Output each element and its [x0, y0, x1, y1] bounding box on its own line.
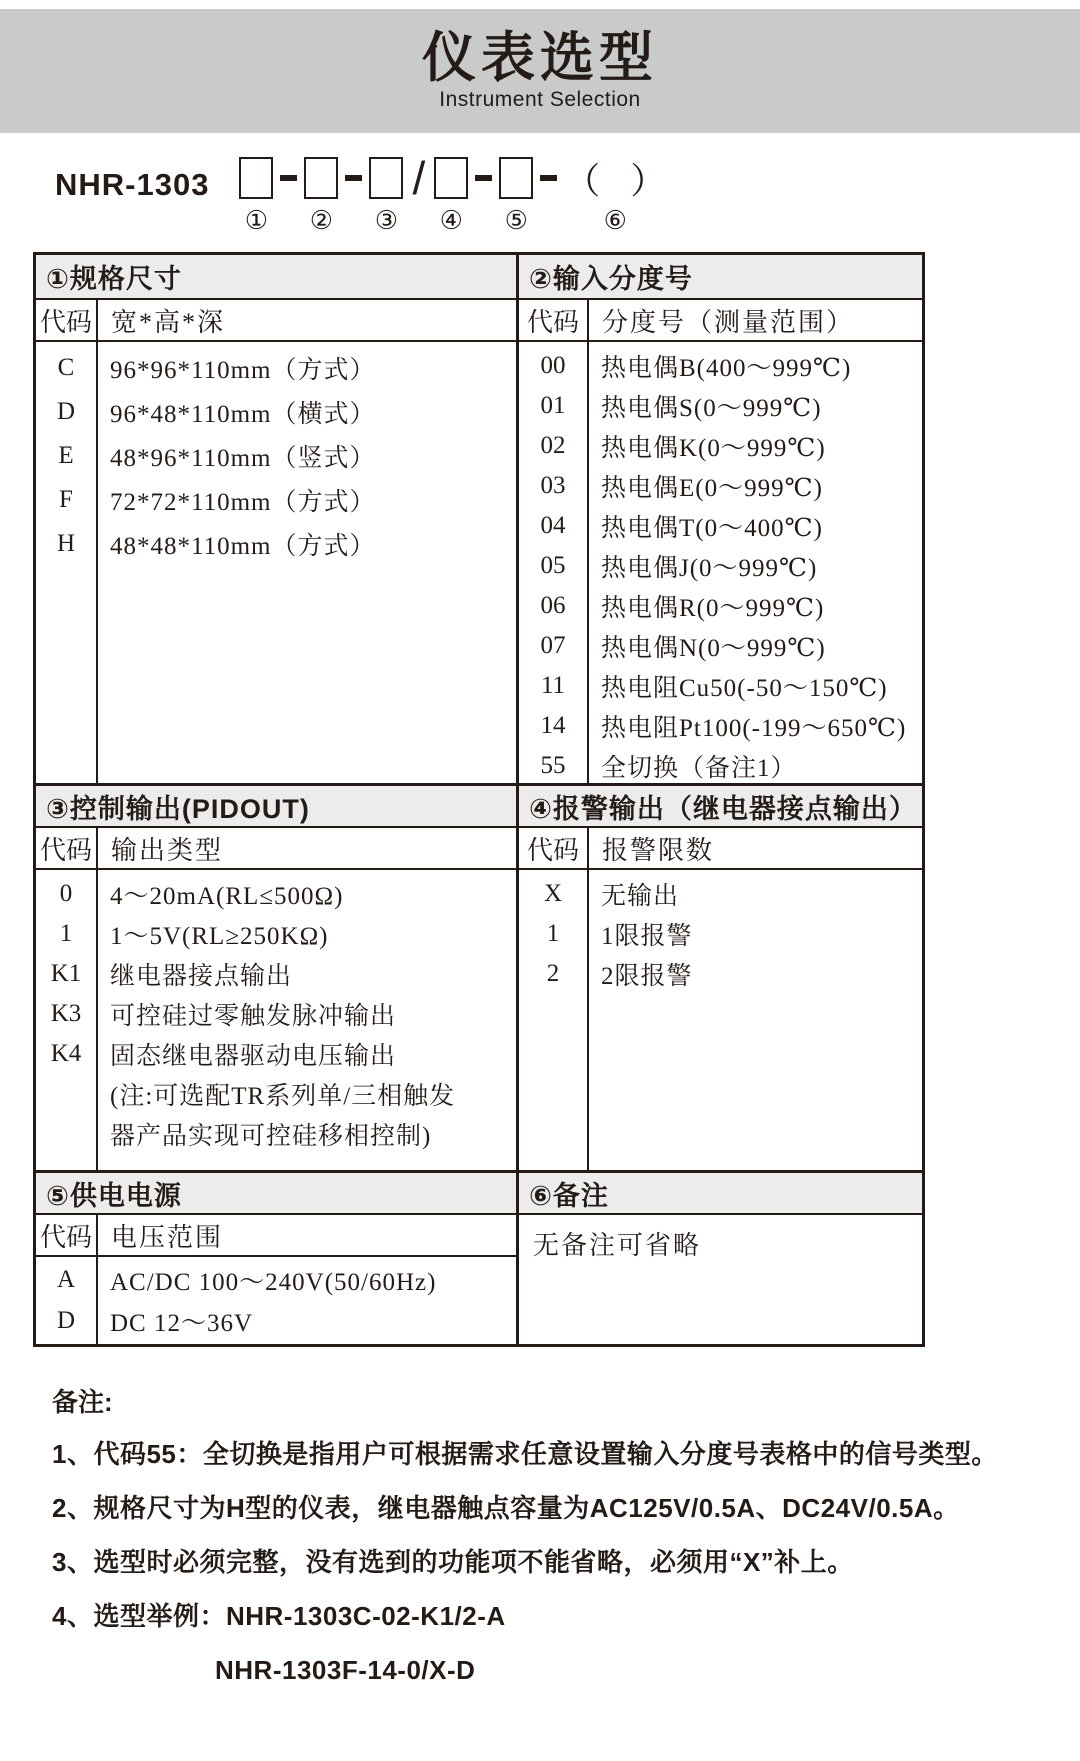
table-row — [36, 1259, 516, 1300]
table-row — [519, 626, 922, 666]
footnote-item: 4、选型举例：NHR-1303C-02-K1/2-A — [52, 1601, 506, 1631]
row-code: H — [56, 530, 76, 557]
input-rows — [516, 342, 922, 783]
row-code: 02 — [540, 432, 566, 459]
table-row — [36, 1300, 516, 1341]
page-banner — [0, 9, 1080, 133]
footnote-item: 2、规格尺寸为H型的仪表，继电器触点容量为AC125V/0.5A、DC24V/0.5A。 — [52, 1493, 960, 1523]
row-value: 热电偶S(0～999℃) — [601, 395, 822, 422]
row-code: A — [56, 1265, 76, 1293]
table-row — [519, 386, 922, 426]
row-code: 07 — [540, 632, 566, 659]
table-row — [519, 706, 922, 746]
row-value: 2限报警 — [601, 963, 693, 990]
row-value: 4～20mA(RL≤500Ω) — [110, 883, 344, 910]
slash-separator — [403, 152, 434, 204]
row-value: 72*72*110mm（方式） — [110, 489, 376, 516]
table-row — [36, 914, 516, 954]
table-row — [36, 1034, 516, 1074]
row-value: 热电偶E(0～999℃) — [601, 475, 823, 502]
row-value: 固态继电器驱动电压输出 — [110, 1043, 397, 1070]
table-row — [519, 914, 922, 954]
dash-icon — [280, 175, 297, 181]
row-code: 1 — [546, 920, 560, 947]
row-value: 全切换（备注1） — [601, 755, 797, 782]
row-value: 器产品实现可控硅移相控制) — [110, 1123, 432, 1150]
column-header-value: 电压范围 — [111, 1222, 224, 1252]
model-slot-2 — [304, 157, 338, 236]
model-code-diagram — [55, 152, 1080, 236]
row-value: 热电阻Cu50(-50～150℃) — [601, 675, 888, 702]
row-code: E — [58, 442, 74, 469]
table-row — [36, 994, 516, 1034]
code-box-5 — [499, 157, 533, 199]
model-slot-3 — [369, 157, 403, 236]
table-row — [519, 666, 922, 706]
dash-icon — [475, 175, 492, 181]
row-value: 继电器接点输出 — [110, 963, 293, 990]
model-prefix: NHR-1303 — [55, 167, 210, 202]
column-header-code: 代码 — [519, 300, 589, 340]
table-row — [36, 346, 516, 390]
table-row — [519, 506, 922, 546]
row-value: 1限报警 — [601, 923, 693, 950]
column-header-code: 代码 — [36, 1215, 98, 1255]
table-row — [36, 522, 516, 566]
column-header-value: 宽*高*深 — [111, 307, 226, 337]
code-box-3 — [369, 157, 403, 199]
code-box-4 — [434, 157, 468, 199]
row-code: 06 — [540, 592, 566, 619]
remark-note: 无备注可省略 — [516, 1215, 922, 1344]
subheader-spec — [36, 300, 516, 342]
column-header-code: 代码 — [36, 828, 98, 868]
footnote-item: NHR-1303F-14-0/X-D — [215, 1655, 476, 1685]
dash-separator — [338, 157, 369, 199]
row-code: X — [543, 880, 563, 907]
slash-icon: / — [412, 152, 426, 204]
slot-label-5: ⑤ — [504, 206, 528, 235]
section-header-spec: ①规格尺寸 — [36, 255, 516, 300]
model-slot-6 — [564, 157, 666, 236]
row-code: C — [57, 354, 75, 381]
model-slot-5 — [499, 157, 533, 236]
row-value: 无输出 — [601, 883, 680, 910]
table-row — [36, 434, 516, 478]
row-code: 2 — [546, 960, 560, 987]
row-code: D — [56, 398, 76, 425]
row-value: 96*48*110mm（横式） — [110, 401, 376, 428]
selection-table — [33, 252, 925, 1347]
slot-label-2: ② — [309, 206, 334, 235]
row-code: 1 — [59, 920, 73, 947]
row-code: 05 — [540, 552, 566, 579]
parentheses-slot — [564, 157, 666, 199]
section-header-control: ③控制输出(PIDOUT) — [36, 783, 516, 828]
table-row — [519, 954, 922, 994]
code-box-1 — [239, 157, 273, 199]
page-title: 仪表选型 — [422, 28, 658, 89]
table-row — [36, 954, 516, 994]
table-row — [519, 746, 922, 783]
footnotes-title: 备注: — [52, 1387, 113, 1417]
dash-separator — [273, 157, 304, 199]
footnotes — [52, 1377, 1080, 1697]
row-code: F — [59, 486, 73, 513]
section-header-alarm: ④报警输出（继电器接点输出） — [516, 783, 922, 828]
control-rows — [36, 870, 516, 1170]
row-value: 热电偶T(0～400℃) — [601, 515, 823, 542]
column-header-value: 分度号（测量范围） — [602, 307, 855, 337]
row-value: DC 12～36V — [110, 1309, 254, 1337]
subheader-input — [516, 300, 922, 342]
row-value: 热电偶B(400～999℃) — [601, 355, 852, 382]
column-header-value: 报警限数 — [602, 835, 715, 865]
row-value: 96*96*110mm（方式） — [110, 357, 376, 384]
subheader-control — [36, 828, 516, 870]
table-row — [519, 586, 922, 626]
row-value: 热电偶R(0～999℃) — [601, 595, 825, 622]
row-code: 14 — [540, 712, 566, 739]
code-box-2 — [304, 157, 338, 199]
row-value: 48*96*110mm（竖式） — [110, 445, 376, 472]
slot-label-1: ① — [244, 206, 269, 235]
paren-open: （ — [564, 159, 601, 201]
model-slot-4 — [434, 157, 468, 236]
row-code: K4 — [50, 1040, 82, 1067]
column-header-value: 输出类型 — [111, 835, 224, 865]
page-subtitle: Instrument Selection — [439, 87, 641, 111]
table-row — [36, 874, 516, 914]
footnote-item: 1、代码55：全切换是指用户可根据需求任意设置输入分度号表格中的信号类型。 — [52, 1439, 998, 1469]
model-units — [239, 152, 667, 236]
section-header-input: ②输入分度号 — [516, 255, 922, 300]
row-value: 可控硅过零触发脉冲输出 — [110, 1003, 397, 1030]
slot-label-3: ③ — [374, 206, 399, 235]
dash-separator — [533, 157, 564, 199]
row-value: 热电偶K(0～999℃) — [601, 435, 826, 462]
table-row — [519, 874, 922, 914]
row-code: K1 — [50, 960, 82, 987]
subheader-alarm — [516, 828, 922, 870]
row-value: AC/DC 100～240V(50/60Hz) — [110, 1268, 437, 1296]
table-row — [36, 390, 516, 434]
row-code: 11 — [540, 672, 566, 699]
dash-separator — [468, 157, 499, 199]
row-value: 热电偶J(0～999℃) — [601, 555, 818, 582]
slot-label-4: ④ — [439, 206, 463, 235]
table-row — [36, 1114, 516, 1154]
model-slot-1 — [239, 157, 273, 236]
spec-rows — [36, 342, 516, 783]
row-code: 03 — [540, 472, 566, 499]
section-header-power: ⑤供电电源 — [36, 1170, 516, 1215]
alarm-rows — [516, 870, 922, 1170]
row-code: 04 — [540, 512, 566, 539]
row-value: 1～5V(RL≥250KΩ) — [110, 923, 329, 950]
table-row — [519, 426, 922, 466]
column-header-code: 代码 — [519, 828, 589, 868]
row-code: 00 — [540, 352, 566, 379]
row-code: 0 — [59, 880, 73, 907]
row-code: D — [56, 1306, 76, 1334]
dash-icon — [540, 175, 557, 181]
table-row — [519, 546, 922, 586]
table-row — [519, 346, 922, 386]
power-rows — [36, 1257, 516, 1344]
row-code: K3 — [50, 1000, 82, 1027]
row-value: 热电偶N(0～999℃) — [601, 635, 826, 662]
dash-icon — [345, 175, 362, 181]
table-row — [519, 466, 922, 506]
table-row — [36, 1074, 516, 1114]
row-value: 48*48*110mm（方式） — [110, 533, 376, 560]
section-header-remark: ⑥备注 — [516, 1170, 922, 1215]
footnote-list — [52, 1427, 1080, 1697]
row-value: (注:可选配TR系列单/三相触发 — [110, 1083, 456, 1110]
paren-close: ） — [630, 159, 667, 201]
row-value: 热电阻Pt100(-199～650℃) — [601, 715, 907, 742]
column-header-code: 代码 — [36, 300, 98, 340]
table-row — [36, 478, 516, 522]
subheader-power — [36, 1215, 516, 1257]
row-code: 01 — [540, 392, 566, 419]
row-code: 55 — [540, 752, 566, 779]
slot-label-6: ⑥ — [603, 206, 627, 235]
footnote-item: 3、选型时必须完整，没有选到的功能项不能省略，必须用“X”补上。 — [52, 1547, 854, 1577]
